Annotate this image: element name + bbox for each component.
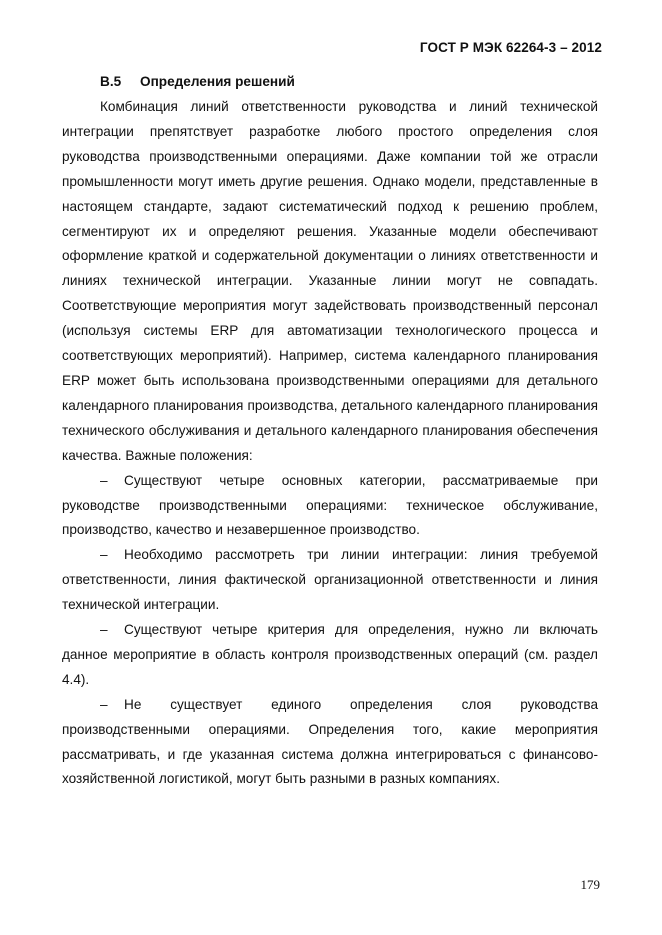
intro-paragraph: Комбинация линий ответственности руководства и линий технической интеграции препятствует разработке любого простого определения слоя руководства производственными операциями. Даже компании той же отрасли промышленности могут иметь другие решения. Однако модели, представленные в настоящем стандарте, задают систематический подход к решению проблем, сегментируют их и определяют решения. Указанные модели обеспечивают оформление краткой и содержательной документации о линиях ответственности и линиях технической интеграции. Указанные линии могут не совпадать. Соответствующие мероприятия могут задействовать производственный персонал (используя системы ERP для автоматизации технологического процесса и соответствующих мероприятий). Например, система календарного планирования ERP может быть использована производственными операциями для детального календарного планирования производства, детального календарного планирования технического обслуживания и детального календарного планирования обеспечения качества. Важные положения:	[62, 99, 598, 463]
page-content	[62, 72, 598, 792]
list-item	[62, 469, 598, 544]
section-title: Определения решений	[140, 74, 295, 89]
section-heading	[62, 72, 598, 92]
list-item-text: Существуют четыре основных категории, рассматриваемые при руководстве производственными операциями: техническое обслуживание, производство, качество и незавершенное производство.	[62, 472, 598, 538]
list-item	[62, 543, 598, 618]
bullet-dash: –	[100, 472, 108, 488]
page-number: 179	[580, 877, 600, 892]
section-number: B.5	[100, 74, 122, 89]
list-item-text: Не существует единого определения слоя руководства производственными операциями. Определения того, какие мероприятия рассматривать, и где указанная система должна интегрироваться с финансово-хозяйственной логистикой, могут быть разными в разных компаниях.	[62, 696, 598, 787]
standard-header: ГОСТ Р МЭК 62264-3 – 2012	[419, 40, 602, 55]
list-item	[62, 693, 598, 793]
bullet-dash: –	[100, 696, 108, 712]
list-item-text: Существуют четыре критерия для определения, нужно ли включать данное мероприятие в область контроля производственных операций (см. раздел 4.4).	[62, 622, 598, 687]
list-item	[62, 618, 598, 693]
bullet-dash: –	[100, 547, 108, 563]
list-item-text: Необходимо рассмотреть три линии интеграции: линия требуемой ответственности, линия фактической организационной ответственности и линия технической интеграции.	[62, 547, 598, 613]
bullet-dash: –	[100, 622, 108, 638]
